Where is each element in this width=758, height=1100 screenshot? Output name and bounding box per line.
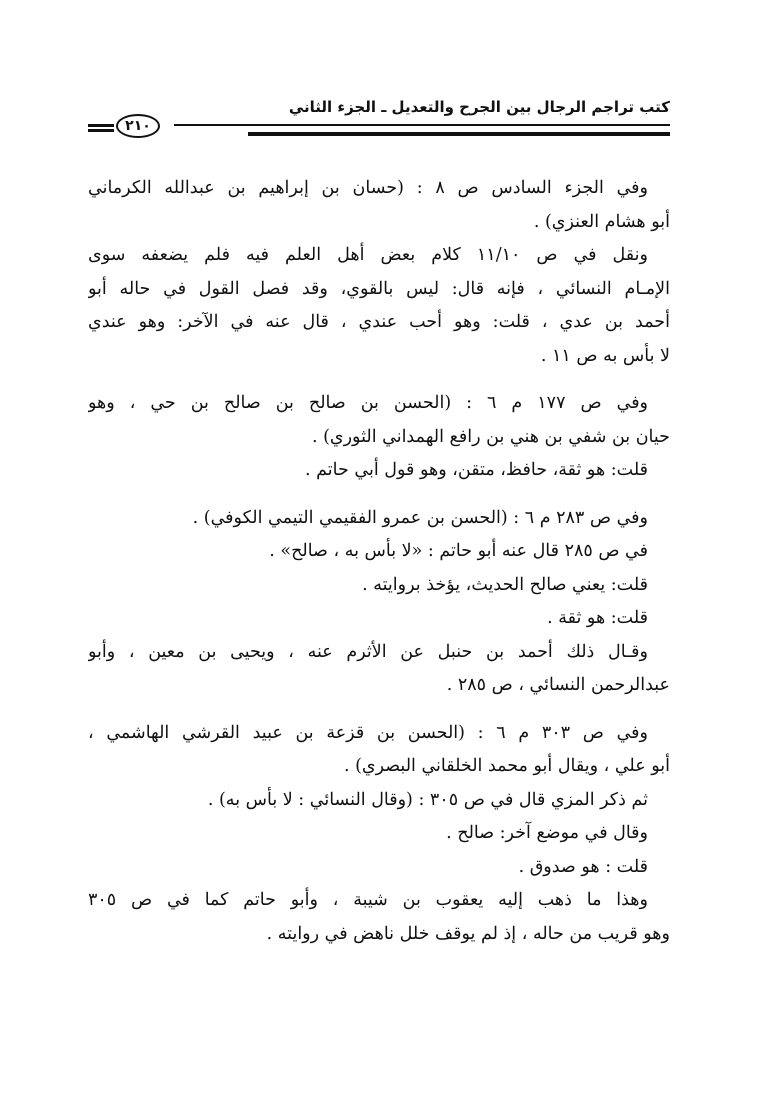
- paragraph-gap: [88, 373, 670, 387]
- text-line: وفي ص ١٧٧ م ٦ : (الحسن بن صالح بن صالح بن حي ، وهو: [88, 393, 649, 413]
- text-line: وفي ص ٢٨٣ م ٦ : (الحسن بن عمرو الفقيمي التيمي الكوفي) .: [192, 507, 648, 528]
- text-line: وفي ص ٣٠٣ م ٦ : (الحسن بن قزعة بن عبيد القرشي الهاشمي ،: [88, 722, 648, 743]
- text-line: وفي الجزء السادس ص ٨ : (حسان بن إبراهيم بن عبدالله الكرماني: [88, 178, 649, 198]
- header-divider-thin: [174, 124, 670, 126]
- text-line: وهو قريب من حاله ، إذ لم يوقف خلل ناهض في روايته .: [266, 923, 670, 944]
- text-line: عبدالرحمن النسائي ، ص ٢٨٥ .: [446, 675, 670, 695]
- body-text: [88, 172, 670, 951]
- text-line: حيان بن شفي بن هني بن رافع الهمداني الثوري) .: [311, 426, 670, 447]
- text-line: في ص ٢٨٥ قال عنه أبو حاتم : «لا بأس به ، صالح» .: [269, 541, 648, 561]
- page-header: [88, 98, 670, 142]
- ornament-line: [88, 129, 114, 132]
- running-title: كتب تراجم الرجال بين الجرح والتعديل ـ الجزء الثاني: [288, 98, 670, 116]
- text-line: قلت: هو ثقة .: [547, 608, 648, 628]
- text-line: لا بأس به ص ١١ .: [540, 345, 670, 366]
- text-line: الإمـام النسائي ، فإنه قال: ليس بالقوي، وقد فصل القول في حاله أبو: [88, 278, 670, 299]
- text-line: ونقل في ص ١١/١٠ كلام بعض أهل العلم فيه فلم يضعفه سوى: [88, 245, 648, 265]
- text-line: ثم ذكر المزي قال في ص ٣٠٥ : (وقال النسائي : لا بأس به) .: [207, 789, 648, 810]
- paragraph-gap: [88, 488, 670, 502]
- page-number-badge: [88, 114, 174, 140]
- text-line: أبو علي ، ويقال أبو محمد الخلقاني البصري) .: [343, 756, 670, 776]
- text-line: وقـال ذلك أحمد بن حنبل عن الأثرم عنه ، ويحيى بن معين ، وأبو: [88, 641, 648, 662]
- text-line: قلت: يعني صالح الحديث، يؤخذ بروايته .: [362, 574, 648, 595]
- text-line: وقال في موضع آخر: صالح .: [446, 823, 648, 843]
- text-line: أبو هشام العنزي) .: [533, 211, 670, 232]
- text-line: قلت: هو ثقة، حافظ، متقن، وهو قول أبي حاتم .: [305, 460, 648, 480]
- page-number: ٢١٠: [116, 114, 160, 138]
- header-divider-thick: [248, 132, 670, 136]
- text-line: وهذا ما ذهب إليه يعقوب بن شيبة ، وأبو حاتم كما في ص ٣٠٥: [88, 890, 648, 910]
- paragraph-gap: [88, 703, 670, 717]
- text-line: قلت : هو صدوق .: [518, 856, 648, 877]
- ornament-line: [88, 124, 114, 127]
- text-line: أحمد بن عدي ، قلت: وهو أحب عندي ، قال عنه في الآخر: وهو عندي: [88, 312, 670, 332]
